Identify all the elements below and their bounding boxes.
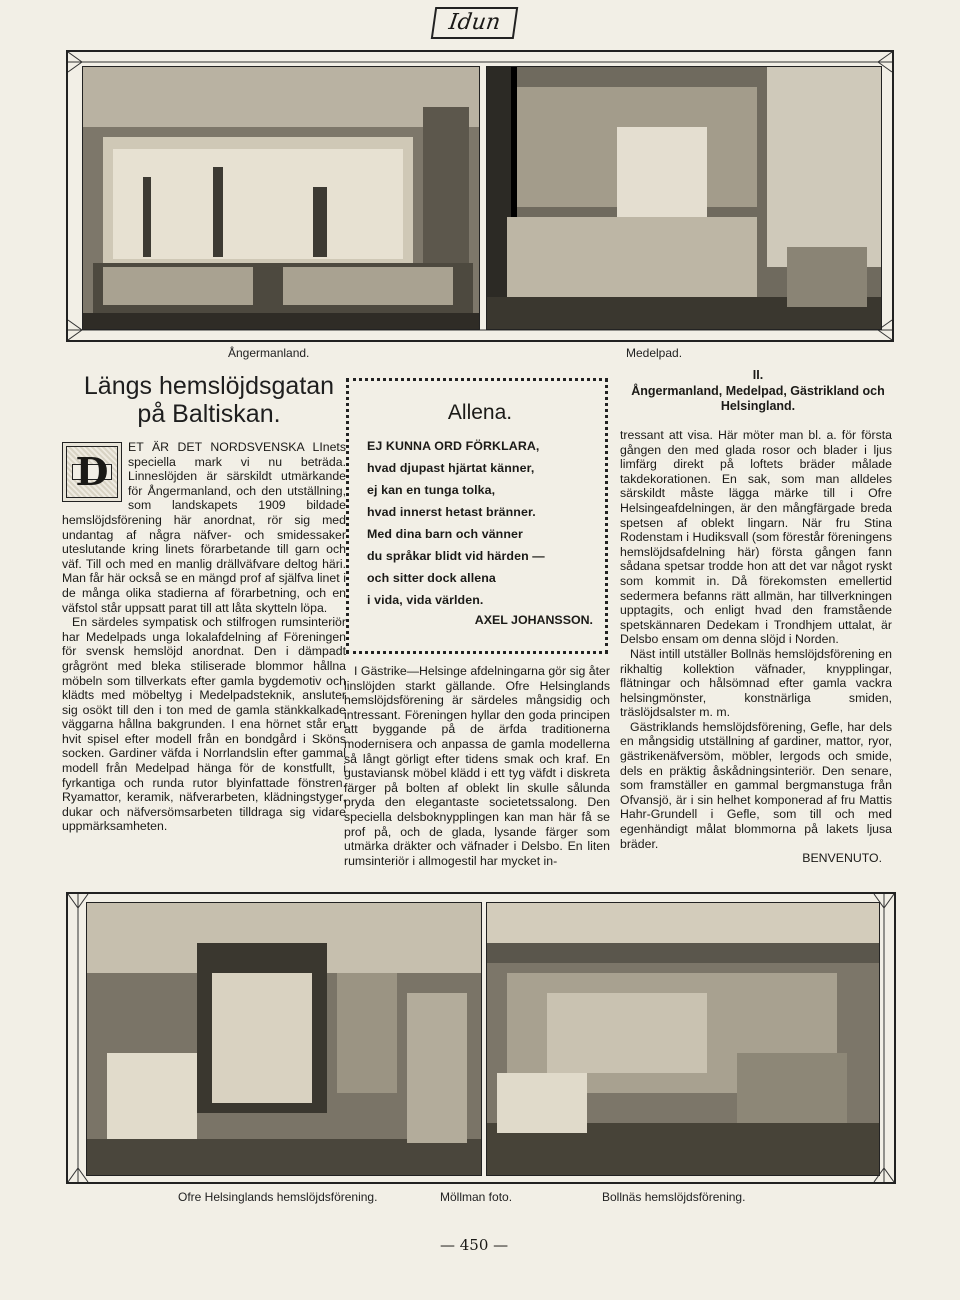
- paragraph-col3-1: tressant att visa. Här möter man bl. a. för första gången den med glada rosor och blader i ljus limfärg direkt på loftets bräder målade takdekorationen. En sak, som man alldeles särskildt måste lägga märke till i Ofre Helsingeafdelningen, är den mångfärgade breda spetsen af oblekt lingarn. När fru Stina Rodenstam i Hudiksvall (som förestår föreningens hemslöjdsafdelning här) första gången fann sådana spetsar trodde hon att det var något ryskt som kommit in. Då förekomsten emellertid sedermera befanns rätt allmän, har tillverkningen upptagits, och enligt hvad den framstående spetskännaren Dedekam i Trondhjem uttalat, är Delsbo ensam om denna slöjd i Norden.: [620, 428, 893, 647]
- logo-text: Idun: [431, 7, 519, 39]
- photo-medelpad: [486, 66, 882, 330]
- photo-angermanland-image: [83, 67, 479, 329]
- dropcap-letter: D: [72, 464, 113, 481]
- article-headline: Längs hemslöjdsgatan på Baltiskan.: [83, 372, 335, 428]
- poem-line: Med dina barn och vänner: [367, 527, 523, 541]
- caption-angermanland: Ångermanland.: [228, 346, 310, 360]
- section-number: II.: [752, 368, 764, 382]
- top-photo-frame: [66, 50, 894, 342]
- poem-author: AXEL JOHANSSON.: [474, 613, 593, 627]
- poem-line: ej kan en tunga tolka,: [367, 483, 496, 497]
- page-number: — 450 —: [440, 1236, 509, 1254]
- paragraph-col3-2: Näst intill utställer Bollnäs hemslöjdsförening en rikhaltig kollektion väfnader, knypplingar, flätningar och hålsömnad efter gamla vackra helsingmönster, konstnärliga smiden, träslöjdsalster m. m.: [620, 646, 892, 720]
- signature: BENVENUTO.: [802, 851, 882, 866]
- poem-line: hvad innerst hetast bränner.: [367, 505, 536, 519]
- poem-line: och sitter dock allena: [367, 571, 496, 585]
- photo-bollnas-image: [487, 903, 879, 1175]
- paragraph-gastrike-helsinge: I Gästrike—Helsinge afdelningarna gör sig åter linslöjden starkt gällande. Ofre Helsinglands hemslöjdsförening är särdeles mångsidig och intressant. Föreningen hyllar den goda principen att byggande på de ärfda traditionerna modernisera och anpassa de gamla modellerna så långt görligt efter tidens smak och kraf. En gustaviansk möbel klädd i ett tyg väfdt i diskreta färger på bolten af oblekt lin skulle sålunda pryda den elegantaste societetssalong. Den speciella delsboknypplingen kan man här få se prof på, och de glada, lysande färger som utmärka dräkter och väfnader i Delsbo. En liten rumsinteriör i allmogestil har mycket in-: [344, 664, 610, 868]
- article-column-3: [620, 428, 892, 878]
- caption-ofre-helsingland: Ofre Helsinglands hemslöjdsförening.: [178, 1190, 378, 1204]
- poem-line: i vida, vida världen.: [367, 593, 484, 607]
- poem-box: [346, 378, 608, 654]
- bottom-photo-frame: [66, 892, 896, 1184]
- masthead-logo: [400, 6, 550, 40]
- paragraph-col3-3: Gästriklands hemslöjdsförening, Gefle, har dels en mångsidig utställning af gardiner, mattor, ryor, gästrikenäfversöm, möbler, lergods och smide, dels en präktig åskådningsinteriör. Den senare, som framställer en gammal bergmanstuga från Ofvansjö, är i sin helhet komponerad af fru Mattis Hahr-Grundell i Gefle, som till och med egenhändigt målat blommorna på lakets ljusa bräder.: [620, 719, 892, 851]
- photo-ofre-helsingland: [86, 902, 482, 1176]
- caption-medelpad: Medelpad.: [626, 346, 683, 360]
- caption-bollnas: Bollnäs hemslöjdsförening.: [602, 1190, 746, 1204]
- photo-angermanland: [82, 66, 480, 330]
- photo-ofre-helsingland-image: [87, 903, 481, 1175]
- paragraph-medelpad: En särdeles sympatisk och stilfrogen rumsinteriör har Medelpads unga lokalafdelning af Föreningen för svensk hemslöjd anordnat. Den i dämpadt grågrönt med bleka stiliserade blommor hållna möbeln som tillverkats efter gamla bygdemotiv och klädts med möbeltyg i Medelpadsteknik, ansluter sig osökt till den i ton med de gamla stänkkalkade väggarna hållna bakgrunden. I ena hörnet står en hvit spisel efter modell från en bondgård i Sköns socken. Gardiner väfda i Norrlandslin efter gammal modell från Medelpad hänga för de konstfullt, i fyrkantiga och runda rutor blyinfattade fönstren. Ryamattor, keramik, näfverarbeten, klädningstyger, dukar och näfversömsarbeten tilldraga sig vidare uppmärksamheten.: [62, 615, 346, 834]
- article-column-1: [62, 440, 346, 880]
- dropcap-ornament: [62, 442, 122, 502]
- photo-bollnas: [486, 902, 880, 1176]
- poem-title: Allena.: [447, 401, 513, 424]
- article-column-2: [344, 664, 610, 884]
- poem-line: du språkar blidt vid härden —: [367, 549, 545, 563]
- poem-line: hvad djupast hjärtat känner,: [367, 461, 535, 475]
- poem-line: EJ KUNNA ORD FÖRKLARA,: [367, 439, 540, 453]
- photo-medelpad-image: [487, 67, 881, 329]
- caption-photographer: Möllman foto.: [440, 1190, 513, 1204]
- section-heading: Ångermanland, Medelpad, Gästrikland och Helsingland.: [631, 384, 885, 413]
- lead-paragraph: ET ÄR DET NORDSVENSKA LInets speciella mark vi nu beträda. Linneslöjden är särskildt utmärkande för Ångermanland, och den utställning, som landskapets 1909 bildade hemslöjdsförening här anordnat, rör sig med undantag af några näfver- och smidessaker uteslutande kring linets förarbetande till garn och väf. Till och med en manlig drällväfvare deltog häri. Man får här också se en mängd prof af själfva linet i de många olika stadierna af förarbetning, och en väfstol står uppsatt parat till att låta skytteln löpa.: [62, 440, 346, 615]
